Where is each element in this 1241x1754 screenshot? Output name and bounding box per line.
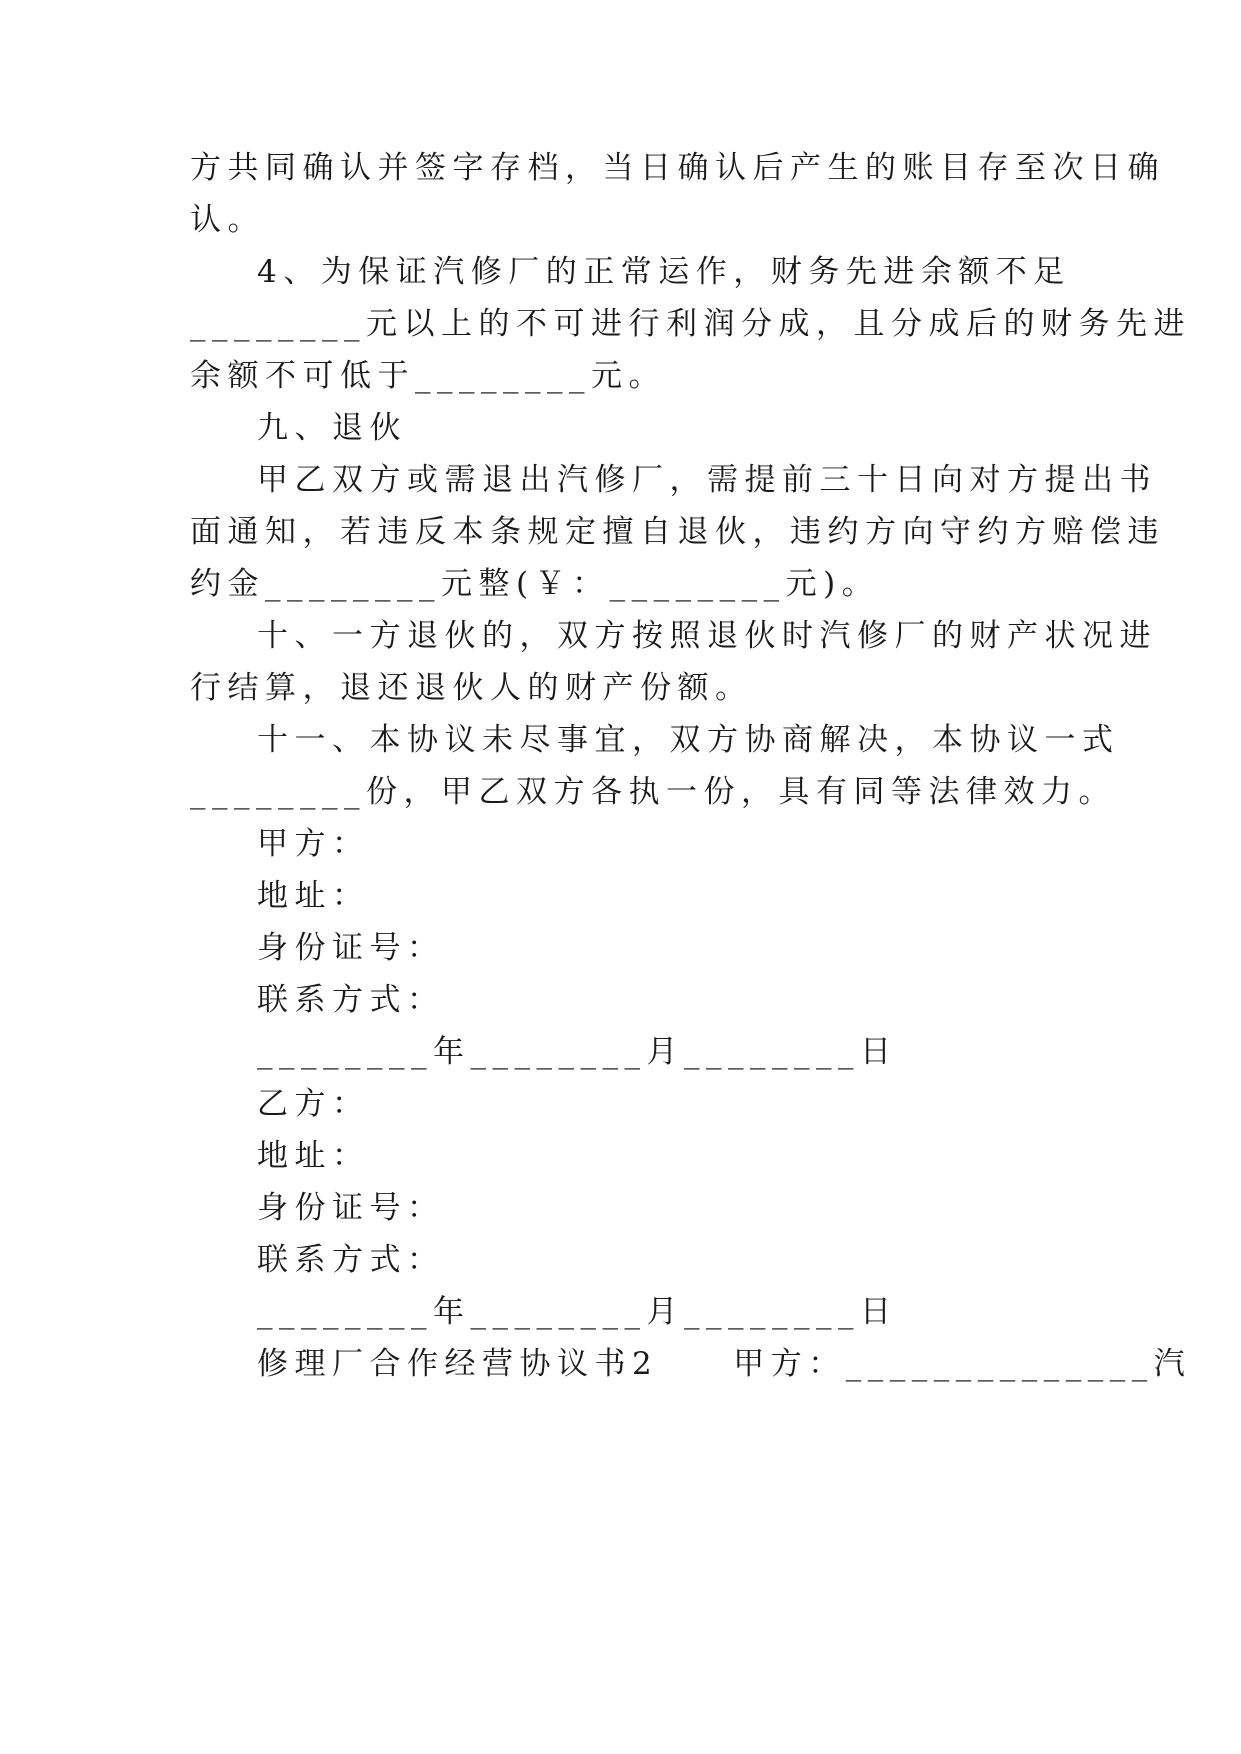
section-ten-line: 十、一方退伙的，双方按照退伙时汽修厂的财产状况进 [257,618,1157,654]
paragraph-line: ________元以上的不可进行利润分成，且分成后的财务先进 [190,306,1191,342]
party-a-address: 地址： [257,878,370,914]
party-b-id-number: 身份证号： [257,1190,445,1226]
paragraph-line: ________份，甲乙双方各执一份，具有同等法律效力。 [190,774,1116,810]
paragraph-line: 甲乙双方或需退出汽修厂，需提前三十日向对方提出书 [257,462,1157,498]
party-b-address: 地址： [257,1138,370,1174]
clause-4-line: 4、为保证汽修厂的正常运作，财务先进余额不足 [257,254,1071,290]
paragraph-line: 方共同确认并签字存档，当日确认后产生的账目存至次日确 [190,150,1165,186]
party-b-label: 乙方： [257,1086,370,1122]
next-document-heading: 修理厂合作经营协议书2 甲方：______________汽 [257,1346,1192,1382]
party-a-id-number: 身份证号： [257,930,445,966]
party-a-label: 甲方： [257,826,370,862]
party-b-date: ________年________月________日 [257,1294,898,1330]
paragraph-line: 面通知，若违反本条规定擅自退伙，违约方向守约方赔偿违 [190,514,1165,550]
paragraph-line: 认。 [190,202,265,238]
paragraph-line: 余额不可低于________元。 [190,358,666,394]
section-eleven-line: 十一、本协议未尽事宜，双方协商解决，本协议一式 [257,722,1120,758]
paragraph-line: 约金________元整(￥：________元)。 [190,566,880,602]
party-a-date: ________年________月________日 [257,1034,898,1070]
paragraph-line: 行结算，退还退伙人的财产份额。 [190,670,753,706]
section-heading-withdrawal: 九、退伙 [257,410,407,446]
party-b-contact: 联系方式： [257,1242,445,1278]
party-a-contact: 联系方式： [257,982,445,1018]
